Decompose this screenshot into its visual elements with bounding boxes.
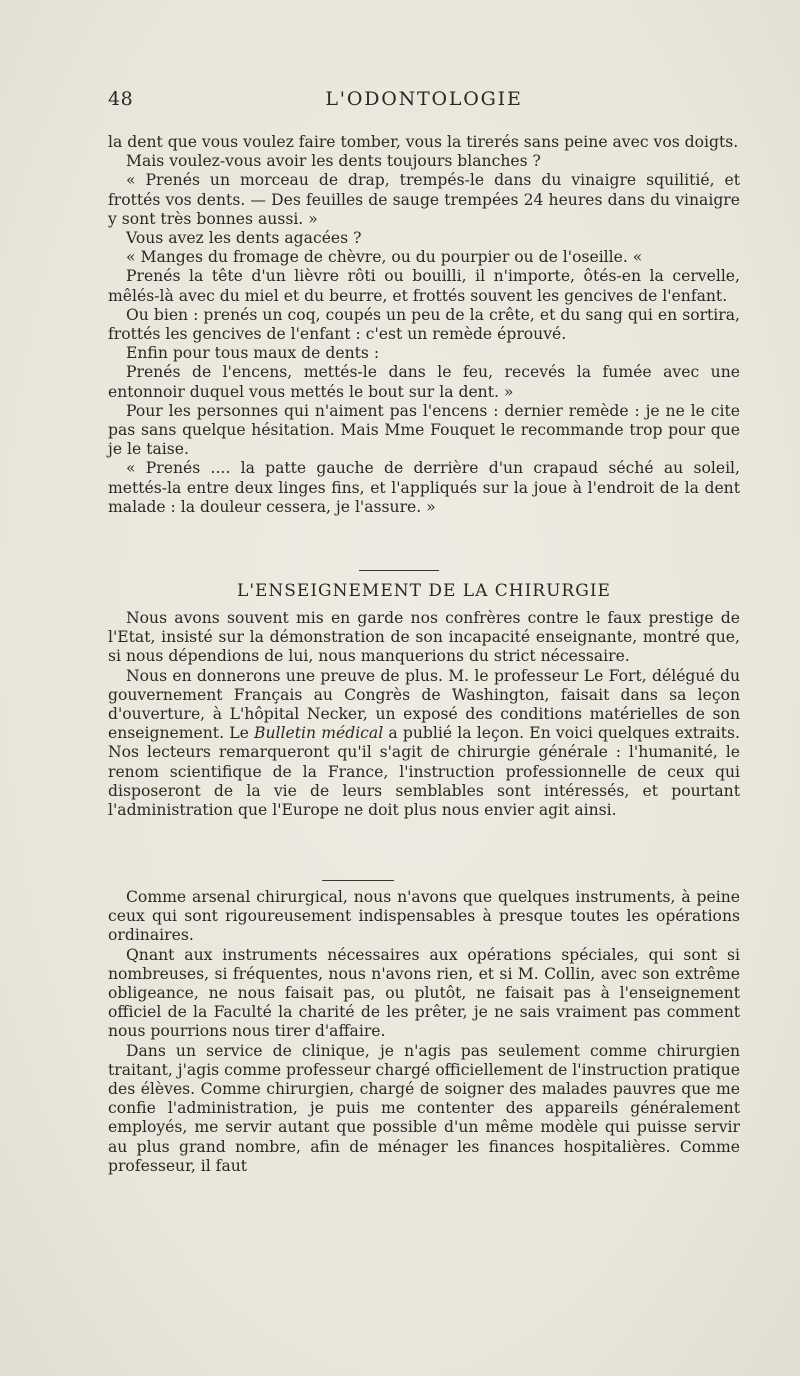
section-text bbox=[108, 609, 740, 820]
paragraph: Nous avons souvent mis en garde nos confrères contre le faux prestige de l'Etat, insisté sur la démonstration de son incapacité enseignante, montré que, si nous dépendions de lui, nous manquerions du strict nécessaire. bbox=[108, 609, 740, 666]
paragraph: Qnant aux instruments nécessaires aux opérations spéciales, qui sont si nombreuses, si fréquentes, nous n'avons rien, et si M. Collin, avec son extrême obligeance, ne nous faisait pas, ou plutôt, ne faisait pas à l'enseignement officiel de la Faculté la charité de les prêter, je ne sais vraiment pas comment nous pourrions nous tirer d'affaire. bbox=[108, 945, 740, 1041]
paragraph: Prenés la tête d'un lièvre rôti ou bouilli, il n'importe, ôtés-en la cervelle, mêlés-là avec du miel et du beurre, et frottés souvent les gencives de l'enfant. bbox=[108, 267, 740, 305]
paragraph: « Prenés .... la patte gauche de derrière d'un crapaud séché au soleil, mettés-la entre deux linges fins, et l'appliqués sur la joue à l'endroit de la dent malade : la douleur cessera, je l'assure. » bbox=[108, 459, 740, 516]
paragraph: Pour les personnes qui n'aiment pas l'encens : dernier remède : je ne le cite pas sans quelque hésitation. Mais Mme Fouquet le recommande trop pour que je le taise. bbox=[108, 401, 740, 459]
paragraph: Prenés de l'encens, mettés-le dans le feu, recevés la fumée avec une entonnoir duquel vous mettés le bout sur la dent. » bbox=[108, 363, 740, 401]
paragraph-text: a publié la leçon. En voici quelques extraits. Nos lecteurs remarqueront qu'il s'agit de chirurgie générale : l'humanité, le renom scientifique de la France, l'instruction professionnelle de ceux qui disposeront de la vie de leurs semblables sont intéressés, et pourtant l'administration que l'Europe ne doit plus nous envier agit ainsi. bbox=[108, 724, 740, 820]
section-heading: L'ENSEIGNEMENT DE LA CHIRURGIE bbox=[237, 581, 611, 601]
extract-divider bbox=[322, 880, 394, 881]
paragraph: Mais voulez-vous avoir les dents toujours blanches ? bbox=[126, 152, 541, 171]
paragraph: Ou bien : prenés un coq, coupés un peu de la crête, et du sang qui en sortira, frottés les gencives de l'enfant : c'est un remède éprouvé. bbox=[108, 305, 740, 344]
remedies-text bbox=[108, 133, 740, 517]
paragraph bbox=[108, 667, 740, 821]
paragraph: « Prenés un morceau de drap, trempés-le dans du vinaigre squilitié, et frottés vos dents. — Des feuilles de sauge trempées 24 heures dans du vinaigre y sont très bonnes aussi. » bbox=[108, 171, 740, 228]
page-number: 48 bbox=[108, 88, 134, 110]
section-divider bbox=[359, 570, 439, 571]
paragraph: Vous avez les dents agacées ? bbox=[126, 229, 362, 248]
journal-citation: Bulletin médical bbox=[254, 724, 384, 743]
paragraph: « Manges du fromage de chèvre, ou du pourpier ou de l'oseille. « bbox=[126, 248, 643, 267]
paragraph: Dans un service de clinique, je n'agis pas seulement comme chirurgien traitant, j'agis comme professeur chargé officiellement de l'instruction pratique des élèves. Comme chirurgien, chargé de soigner des malades pauvres que me confie l'administration, je puis me contenter des appareils généralement employés, me servir autant que possible d'un même modèle qui puisse servir au plus grand nombre, afin de ménager les finances hospitalières. Comme professeur, il faut bbox=[108, 1041, 740, 1175]
paragraph: Enfin pour tous maux de dents : bbox=[126, 344, 380, 363]
paragraph-text: Nous en donnerons une preuve de plus. M. le professeur Le Fort, délégué du gouvernement Français au Congrès de Washington, faisait dans sa leçon d'ouverture, à L'hôpital Necker, un exposé des conditions matérielles de son enseignement. Le bbox=[108, 666, 740, 743]
paragraph: la dent que vous voulez faire tomber, vous la tirerés sans peine avec vos doigts. bbox=[108, 133, 739, 151]
journal-title: L'ODONTOLOGIE bbox=[325, 88, 523, 110]
running-header bbox=[108, 88, 740, 112]
paragraph: Comme arsenal chirurgical, nous n'avons que quelques instruments, à peine ceux qui sont rigoureusement indispensables à presque toutes les opérations ordinaires. bbox=[108, 888, 740, 945]
extract-text bbox=[108, 888, 740, 1176]
